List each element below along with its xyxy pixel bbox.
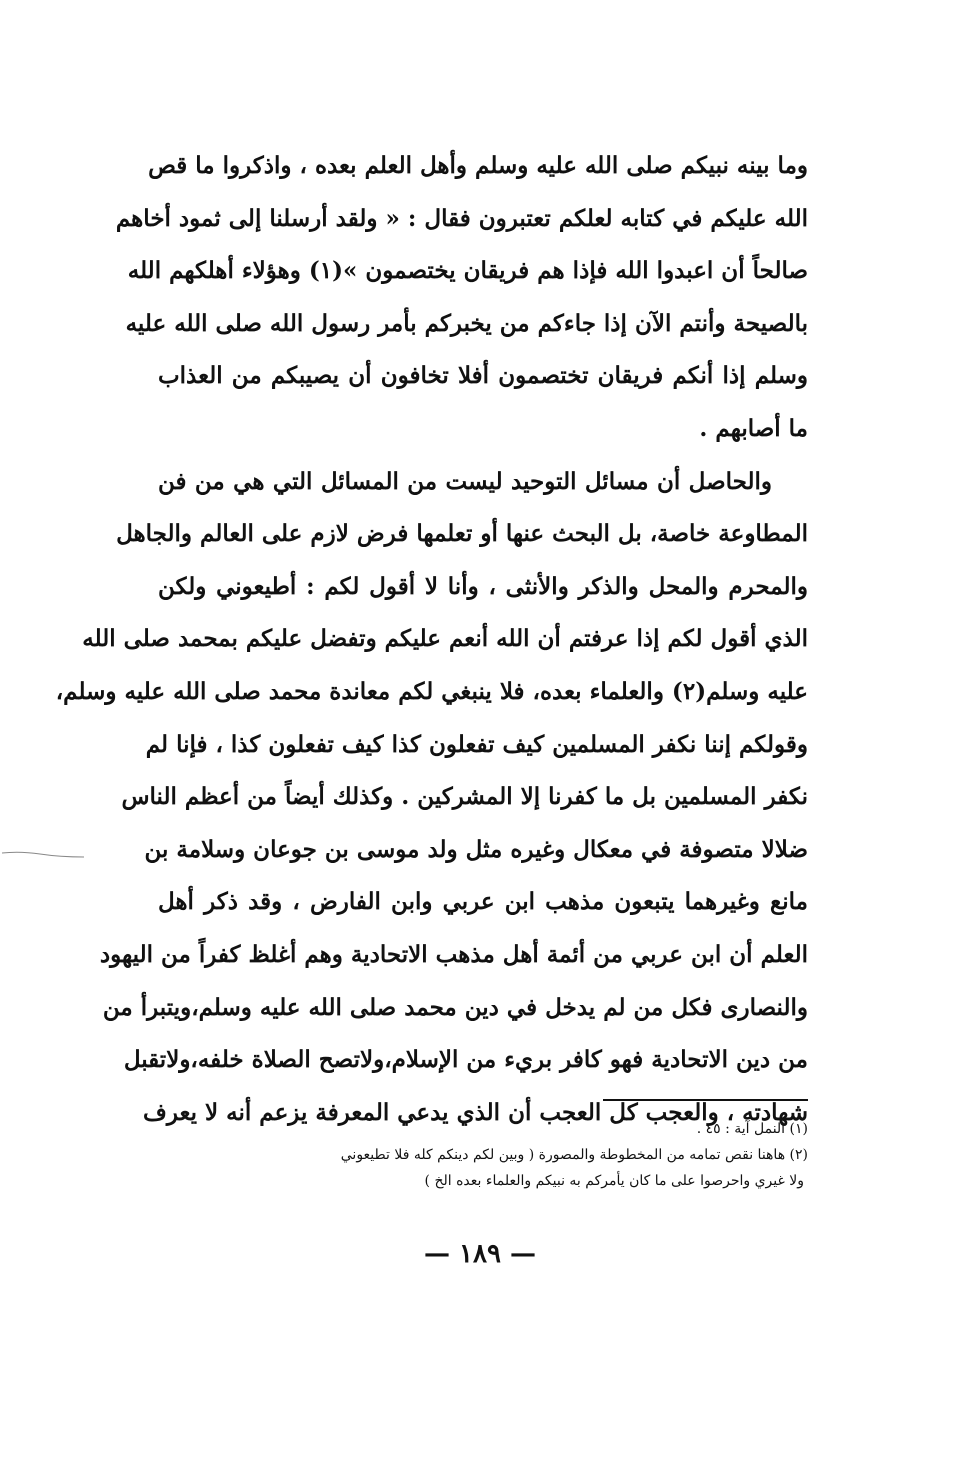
footnote-2-continuation: ولا غيري واحرصوا على ما كان يأمركم به نبيكم والعلماء بعده الخ ) xyxy=(424,1173,804,1189)
text-line: من دين الاتحادية فهو كافر بريء من الإسلام،ولاتصح الصلاة خلفه،ولاتقبل xyxy=(123,1046,808,1074)
text-line: وما بينه نبيكم صلى الله عليه وسلم وأهل العلم بعده ، واذكروا ما قص xyxy=(148,152,808,179)
text-line: ما أصابهم . xyxy=(699,414,808,442)
main-text-block xyxy=(55,140,808,1139)
text-line: وقولكم إننا نكفر المسلمين كيف تفعلون كذا كيف تفعلون كذا ، فإنا لم xyxy=(145,730,808,758)
footnote-divider xyxy=(603,1099,808,1101)
margin-scan-mark xyxy=(0,843,86,863)
text-line: صالحاً أن اعبدوا الله فإذا هم فريقان يختصمون »(١) وهؤلاء أهلكهم الله xyxy=(127,257,808,285)
text-line: والحاصل أن مسائل التوحيد ليست من المسائل التي هي من فن xyxy=(158,467,772,495)
page-number: — ١٨٩ — xyxy=(423,1239,537,1269)
text-line: والنصارى فكل من لم يدخل في دين محمد صلى الله عليه وسلم،ويتبرأ من xyxy=(102,993,808,1021)
text-line: وسلم إذا أنكم فريقان تختصمون أفلا تخافون أن يصيبكم من العذاب xyxy=(158,362,808,390)
footnote-1: (١) النمل آية : ٤٥ . xyxy=(696,1121,808,1137)
text-line: الله عليكم في كتابه لعلكم تعتبرون فقال : « ولقد أرسلنا إلى ثمود أخاهم xyxy=(115,204,808,232)
footnotes-block xyxy=(150,1116,808,1194)
text-line: الذي أقول لكم إذا عرفتم أن الله أنعم عليكم وتفضل عليكم بمحمد صلى الله xyxy=(82,625,808,653)
text-line: العلم أن ابن عربي من أئمة أهل مذهب الاتحادية وهم أغلظ كفراً من اليهود xyxy=(99,940,808,968)
text-line: شهادته ، والعجب كل العجب أن الذي يدعي المعرفة يزعم أنه لا يعرف xyxy=(142,1098,808,1126)
footnote-2: (٢) هاهنا نقص تمامه من المخطوطة والمصورة ( وبين لكم دينكم كله فلا تطيعوني xyxy=(340,1147,808,1163)
text-line: والمحرم والمحل والذكر والأنثى ، وأنا لا أقول لكم : أطيعوني ولكن xyxy=(158,572,808,600)
text-line: المطاوعة خاصة، بل البحث عنها أو تعلمها فرض لازم على العالم والجاهل xyxy=(116,520,808,548)
text-line: بالصيحة وأنتم الآن إذا جاءكم من يخبركم بأمر رسول الله صلى الله عليه xyxy=(125,309,808,337)
text-line: نكفر المسلمين بل ما كفرنا إلا المشركين . وكذلك أيضاً من أعظم الناس xyxy=(121,783,808,811)
text-line: عليه وسلم(٢) والعلماء بعده، فلا ينبغي لكم معاندة محمد صلى الله عليه وسلم، xyxy=(55,677,808,705)
text-line: مانع وغيرهما يتبعون مذهب ابن عربي وابن الفارض ، وقد ذكر أهل xyxy=(158,888,808,916)
text-line: ضلالا متصوفة في معكال وغيره مثل ولد موسى بن جوعان وسلامة بن xyxy=(144,835,808,863)
